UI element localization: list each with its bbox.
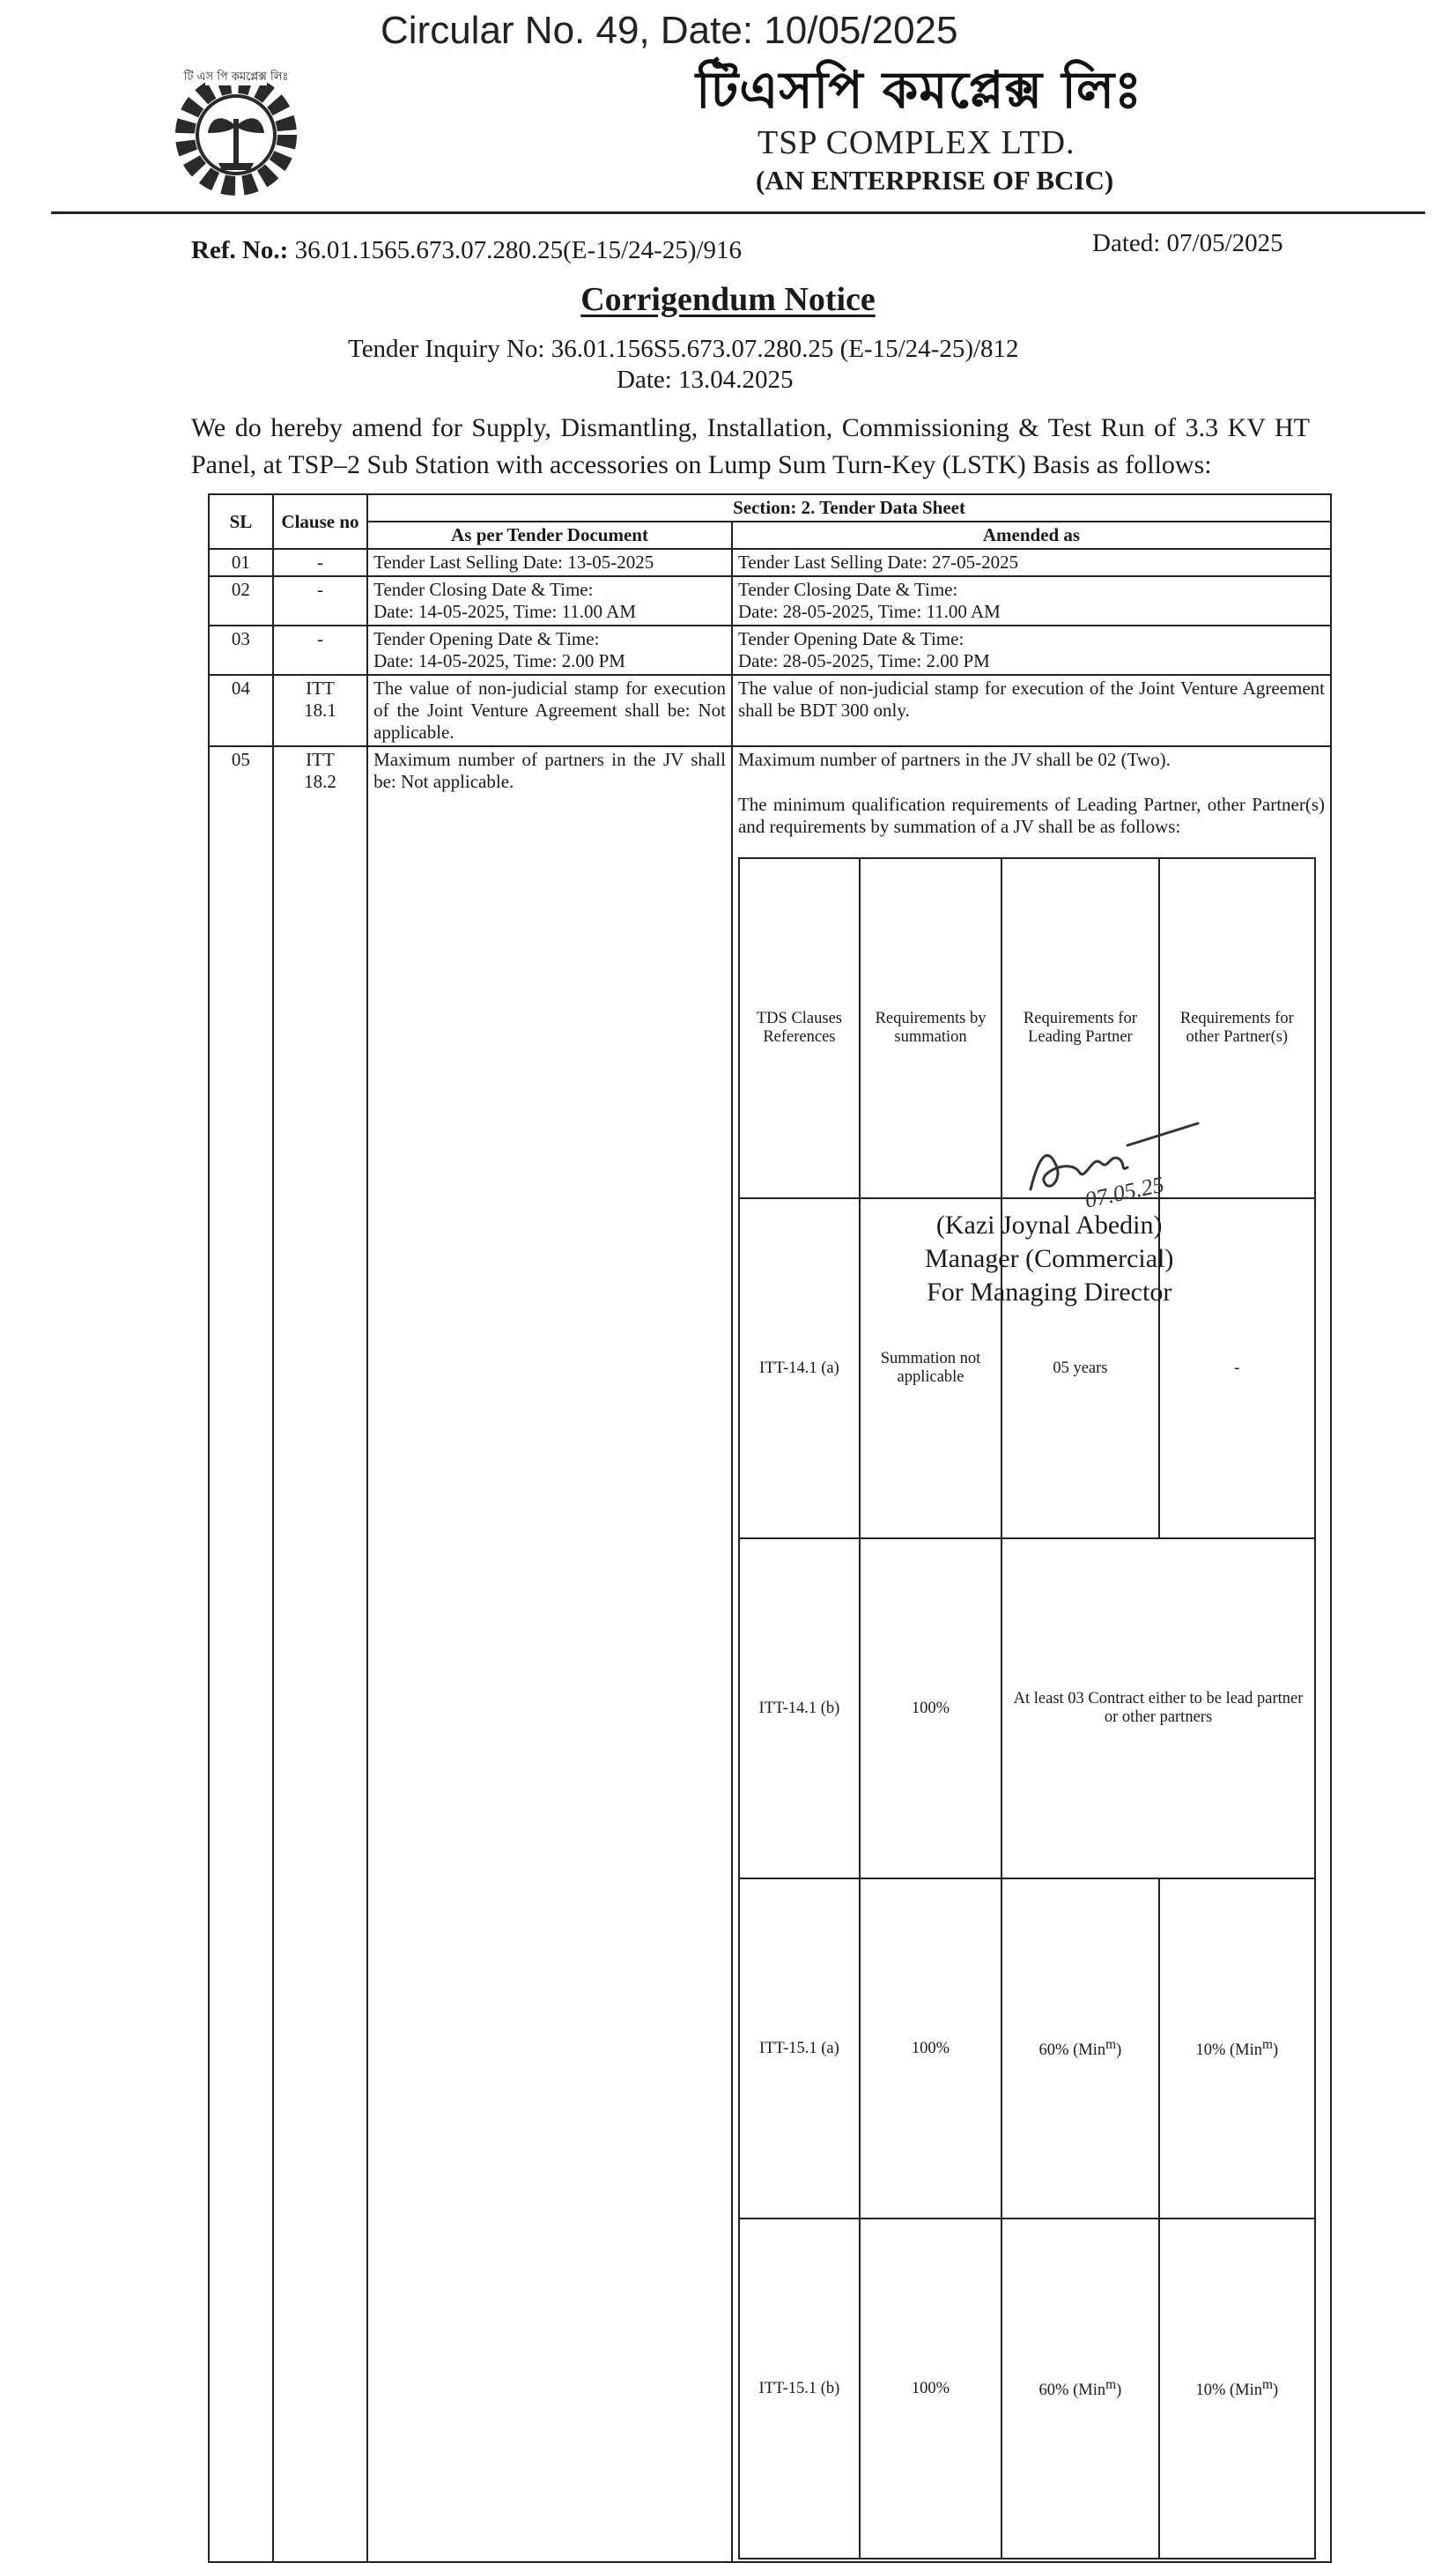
cell-sl: 05 (209, 746, 273, 2562)
company-name-bengali: টিএসপি কমপ্লেক্স লিঃ (696, 60, 1143, 120)
table-subheader-row (209, 522, 1331, 549)
cell-sl: 04 (209, 675, 273, 746)
inner-cell: Summation not applicable (860, 1198, 1001, 1538)
cell-amended (732, 576, 1331, 626)
header-as-per: As per Tender Document (367, 522, 732, 549)
reference-number (191, 236, 742, 265)
cell-line: Tender Opening Date & Time: (737, 628, 965, 649)
inner-cell (1001, 2219, 1159, 2559)
inner-header-cell: Requirements for other Partner(s) (1159, 858, 1315, 1198)
cell-line: Tender Closing Date & Time: (737, 579, 958, 600)
closing-paren: ) (1116, 2041, 1122, 2060)
cell-line: Date: 28-05-2025, Time: 11.00 AM (737, 601, 1001, 622)
inner-cell: ITT-14.1 (b) (739, 1538, 860, 1878)
closing-paren: ) (1273, 2041, 1279, 2060)
cell-clause: - (273, 626, 367, 675)
cell-line: Date: 14-05-2025, Time: 11.00 AM (373, 601, 636, 622)
cell-line: Date: 28-05-2025, Time: 2.00 PM (737, 650, 990, 671)
signature-date: 07.05.25 (1082, 1171, 1167, 1213)
inner-cell-text: 60% (Min (1038, 2382, 1106, 2400)
amended-paragraph: Maximum number of partners in the JV shall be 02 (Two). (737, 749, 1171, 770)
inner-header-cell: Requirements by summation (860, 858, 1001, 1198)
tender-inquiry-date: Date: 13.04.2025 (617, 366, 794, 394)
inner-row (739, 1538, 1315, 1878)
signatory-block (925, 1209, 1173, 1309)
dated: Dated: 07/05/2025 (1092, 229, 1283, 257)
qualification-requirements-table (738, 857, 1316, 2559)
handwritten-signature (1022, 1119, 1233, 1216)
superscript: m (1262, 2376, 1273, 2392)
inner-row (739, 2219, 1315, 2559)
ref-label: Ref. No.: (191, 236, 289, 264)
inner-cell-text: 60% (Min (1038, 2041, 1106, 2060)
signer-name: (Kazi Joynal Abedin) (935, 1211, 1163, 1240)
header-clause: Clause no (273, 494, 367, 549)
ref-value: 36.01.1565.673.07.280.25(E-15/24-25)/916 (294, 236, 743, 264)
cell-amended (732, 626, 1331, 675)
cell-sl: 03 (209, 626, 273, 675)
inner-header-cell: Requirements for Leading Partner (1001, 858, 1159, 1198)
inner-cell: ITT-14.1 (a) (739, 1198, 860, 1538)
cell-as-per (367, 576, 732, 626)
table-row (209, 626, 1331, 675)
circular-number: Circular No. 49, Date: 10/05/2025 (381, 9, 958, 52)
cell-line: 18.2 (304, 771, 336, 792)
enterprise-subtitle: (AN ENTERPRISE OF BCIC) (756, 165, 1114, 196)
signer-on-behalf: For Managing Director (927, 1278, 1172, 1307)
inner-cell: - (1159, 1198, 1315, 1538)
superscript: m (1105, 2376, 1117, 2392)
cell-amended: The value of non-judicial stamp for execution of the Joint Venture Agreement shall be BDT 300 only. (732, 675, 1331, 746)
intro-paragraph: We do hereby amend for Supply, Dismantling, Installation, Commissioning & Test Run of 3.3 KV HT Panel, at TSP–2 Sub Station with accessories on Lump Sum Turn-Key (LSTK) Basis as follows: (191, 413, 1310, 479)
cell-clause (273, 675, 367, 746)
inner-cell: 100% (860, 2219, 1001, 2559)
header-sl: SL (209, 494, 273, 549)
header-divider (51, 211, 1425, 214)
signer-designation: Manager (Commercial) (925, 1244, 1174, 1273)
cell-line: Tender Closing Date & Time: (373, 579, 594, 600)
cell-line: ITT (306, 749, 335, 770)
inner-cell: 05 years (1001, 1198, 1159, 1538)
cell-clause (273, 746, 367, 2562)
cell-amended: Tender Last Selling Date: 27-05-2025 (732, 549, 1331, 576)
inner-cell: ITT-15.1 (a) (739, 1878, 860, 2219)
cell-line: Tender Opening Date & Time: (373, 628, 600, 649)
cell-as-per: The value of non-judicial stamp for execution of the Joint Venture Agreement shall be: Not applicable. (367, 675, 732, 746)
inner-cell (1159, 2219, 1315, 2559)
cell-clause: - (273, 576, 367, 626)
table-row (209, 675, 1331, 746)
inner-cell-text: 10% (Min (1195, 2382, 1263, 2400)
table-header-row (209, 494, 1331, 522)
inner-cell: 100% (860, 1878, 1001, 2219)
cell-as-per: Maximum number of partners in the JV shall be: Not applicable. (367, 746, 732, 2562)
company-name-english: TSP COMPLEX LTD. (758, 124, 1075, 161)
table-row (209, 746, 1331, 2562)
inner-cell: 100% (860, 1538, 1001, 1878)
tender-inquiry-number: Tender Inquiry No: 36.01.156S5.673.07.280.25 (E-15/24-25)/812 (348, 335, 1019, 363)
table-row (209, 549, 1331, 576)
cell-as-per (367, 626, 732, 675)
cell-line: ITT (306, 678, 335, 699)
header-section: Section: 2. Tender Data Sheet (367, 494, 1331, 522)
closing-paren: ) (1116, 2382, 1122, 2400)
inner-cell: ITT-15.1 (b) (739, 2219, 860, 2559)
inner-cell (1001, 1878, 1159, 2219)
cell-sl: 02 (209, 576, 273, 626)
cell-clause: - (273, 549, 367, 576)
amended-paragraph: The minimum qualification requirements of Leading Partner, other Partner(s) and requirements by summation of a JV shall be as follows: (737, 794, 1325, 837)
superscript: m (1105, 2036, 1117, 2052)
cell-amended (732, 746, 1331, 2562)
header-amended: Amended as (732, 522, 1331, 549)
table-row (209, 576, 1331, 626)
tender-data-sheet-table (208, 493, 1332, 2563)
inner-row (739, 1878, 1315, 2219)
cell-line: Date: 14-05-2025, Time: 2.00 PM (373, 650, 625, 671)
closing-paren: ) (1273, 2382, 1279, 2400)
inner-header-cell: TDS Clauses References (739, 858, 860, 1198)
logo-text: টি এস পি কমপ্লেক্স লিঃ (183, 70, 289, 84)
cell-sl: 01 (209, 549, 273, 576)
inner-cell: At least 03 Contract either to be lead partner or other partners (1001, 1538, 1315, 1878)
bcic-gear-logo (166, 57, 307, 203)
superscript: m (1262, 2036, 1273, 2052)
cell-line: 18.1 (304, 700, 336, 721)
inner-cell (1159, 1878, 1315, 2219)
inner-cell-text: 10% (Min (1195, 2041, 1263, 2060)
document-title: Corrigendum Notice (580, 281, 876, 318)
cell-as-per: Tender Last Selling Date: 13-05-2025 (367, 549, 732, 576)
